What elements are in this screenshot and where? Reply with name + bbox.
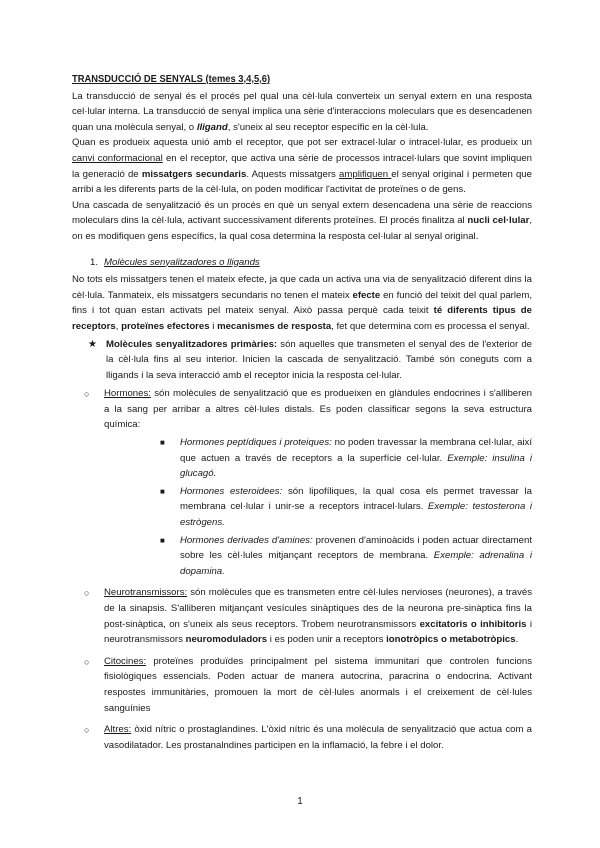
square-bullet-icon: ■ [160,486,165,496]
star-bullet-icon: ★ [88,338,97,350]
document-title: TRANSDUCCIÓ DE SENYALS (temes 3,4,5,6) [72,74,271,85]
intro-paragraph-2: Quan es produeix aquesta unió amb el receptor, que pot ser extracel·lular o intracel·lular, es produeix un canvi conformacional en el receptor, que activa una sèrie de processos intracel·lulars que sovint impliquen la generació de missatgers secundaris. Aquests missatgers amplifiquen el senyal original i permeten que arribi a les diferents parts de la cèl·lula, on poden modificar l'activitat de proteïnes o de gens. [72,137,532,196]
circle-bullet-icon: ○ [84,389,90,400]
hormones-item: ○ Hormones: són molècules de senyalització que es produeixen en glàndules endocrines i s'alliberen a la sang per arribar a altres cèl·lules distals. Es poden classificar segons la seva estructura química: [84,388,532,431]
neurotransmitters-item: ○ Neurotransmissors: són molècules que es transmeten entre cèl·lules nervioses (neurones), a través de la sinapsis. S'alliberen mitjançant vesícules sinàptiques des de la neurona pre-sinàptica fins la post-sinàptica, on s'uneix als seus receptors. Trobem neurotransmissors excitatoris o inhibitoris i neurotransmissors neuromoduladors i es poden unir a receptors ionotròpics o metabotròpics. [84,587,532,646]
hormone-type-item: ■ Hormones peptídiques i proteiques: no poden travessar la membrana cel·lular, així que actuen a través de receptors a la superfície cel·lular. Exemple: insulina i glucagó. [160,437,532,480]
square-bullet-icon: ■ [160,535,165,545]
cytokines-item: ○ Citocines: proteïnes produïdes principalment pel sistema immunitari que controlen funcions fisiològiques essencials. Poden actuar de manera autocrina, paracrina o endocrina. Activant respostes immunitàries, promouen la mort de cèl·lules anormals i el creixement de cèl·lules sanguínies [84,655,532,714]
section-heading: 1. Molècules senyalitzadores o lligands [90,256,260,268]
circle-bullet-icon: ○ [84,725,90,736]
intro-paragraph-1: La transducció de senyal és el procés pel qual una cèl·lula converteix un senyal extern en una resposta cel·lular interna. La transducció de senyal implica una sèrie d'interaccions moleculars que es desencadenen quan una molècula senyal, o lligand, s'uneix al seu receptor específic en la cèl·lula. [72,90,532,133]
primary-molecules-item: ★ Molècules senyalitzadores primàries: són aquelles que transmeten el senyal des de l'exterior de la cèl·lula fins al seu interior. Inicien la cascada de senyalització. També són coneguts com a lligands i la seva interacció amb el receptor inicia la resposta cel·lular. [88,338,532,381]
square-bullet-icon: ■ [160,438,165,448]
circle-bullet-icon: ○ [84,588,90,599]
others-item: ○ Altres: òxid nítric o prostaglandines. L'òxid nítric és una molècula de senyalització que actua com a vasodilatador. Les prostanalndines participen en la inflamació, la febre i el dolor. [84,724,532,751]
document-page [72,72,532,753]
hormone-type-item: ■ Hormones derivades d'amines: provenen d'aminoàcids i poden actuar directament sobre les cèl·lules mitjançant receptors de membrana. Exemple: adrenalina i dopamina. [160,534,532,577]
circle-bullet-icon: ○ [84,656,90,667]
section-paragraph: No tots els missatgers tenen el mateix efecte, ja que cada un activa una via de senyalització diferent dins la cèl·lula. Tanmateix, els missatgers secundaris no tenen el mateix efecte en funció del teixit del qual parlem, fins i tot quan estan activats pel mateix senyal. Això passa perquè cada teixit té diferents tipus de receptors, proteïnes efectores i mecanismes de resposta, fet que determina com es processa el senyal. [72,274,532,332]
page-number: 1 [297,796,303,807]
hormone-type-item: ■ Hormones esteroidees: són lipofíliques, la qual cosa els permet travessar la membrana cel·lular i unir-se a receptors intracel·lulars. Exemple: testosterona i estrògens. [160,485,532,529]
intro-paragraph-3: Una cascada de senyalització és un procés en què un senyal extern desencadena una sèrie de reaccions moleculars dins la cèl·lula, activant successivament diferents proteïnes. El procés finalitza al nucli cel·lular, on es modifiquen gens específics, la qual cosa determina la resposta cel·lular al senyal original. [72,199,532,242]
